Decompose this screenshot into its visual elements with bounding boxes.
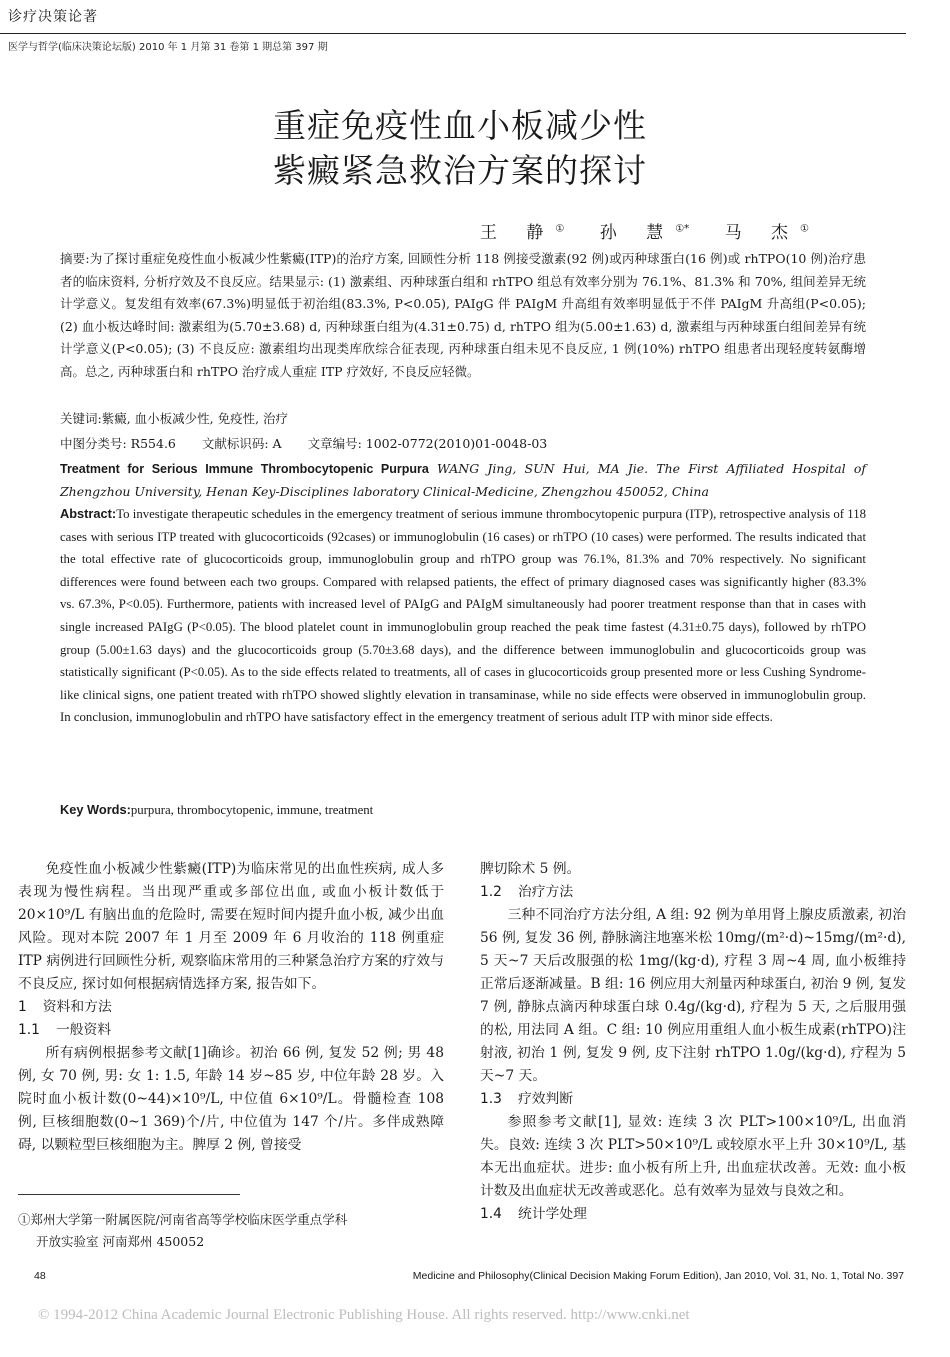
section-1-1-paragraph: 所有病例根据参考文献[1]确诊。初治 66 例, 复发 52 例; 男 48 例, 女 70 例, 男: 女 1: 1.5, 年龄 14 岁~85 岁, 中位年龄 28 岁。入院时血小板计数(0~44)×10⁹/L, 中位值 6×10⁹/L。骨髓检查 108 例, 巨核细胞数(0~1 369)个/片, 中位值为 147 个/片。多伴成熟障碍, 以颗粒型巨核细胞为主。脾厚 2 例, 曾接受 — [18, 1045, 444, 1153]
english-keywords: Key Words:purpura, thrombocytopenic, immune, treatment — [60, 802, 374, 817]
section-1-2-heading: 1.2 治疗方法 — [480, 884, 574, 900]
body-column-right — [480, 858, 906, 1226]
section-1-3-heading: 1.3 疗效判断 — [480, 1091, 574, 1107]
article-number: 文章编号: 1002-0772(2010)01-0048-03 — [307, 436, 548, 451]
body-column-left — [18, 858, 444, 1157]
section-1-heading: 1 资料和方法 — [18, 999, 112, 1015]
chinese-keywords: 关键词:紫癜, 血小板减少性, 免疫性, 治疗 — [60, 411, 289, 426]
document-code: 文献标识码: A — [201, 436, 282, 451]
intro-paragraph: 免疫性血小板减少性紫癜(ITP)为临床常见的出血性疾病, 成人多表现为慢性病程。当出现严重或多部位出血, 或血小板计数低于 20×10⁹/L 有脑出血的危险时, 需要在短时间内提升血小板, 减少出血风险。现对本院 2007 年 1 月至 2009 年 6 月收治的 118 例重症 ITP 病例进行回顾性分析, 观察临床常用的三种紧急治疗方案的疗效与不良反应, 探讨如何根据病情选择方案, 报告如下。 — [18, 861, 444, 992]
section-1-4-heading: 1.4 统计学处理 — [480, 1206, 587, 1222]
abstract-label: 摘要: — [60, 251, 90, 266]
english-title-authors — [60, 458, 866, 503]
section-1-2-paragraph: 三种不同治疗方法分组, A 组: 92 例为单用肾上腺皮质激素, 初治 56 例, 复发 36 例, 静脉滴注地塞米松 10mg/(m²·d)~15mg/(m²·d), 5 天~7 天后改服强的松 1mg/(kg·d), 疗程 3 周~4 周, 血小板维持正常后逐渐减量。B 组: 16 例应用大剂量丙种球蛋白, 初治 9 例, 复发 7 例, 静脉点滴丙种球蛋白球 0.4g/(kg·d), 疗程为 5 天, 之后服用强的松, 用法同 A 组。C 组: 10 例应用重组人血小板生成素(rhTPO)注射液, 初治 1 例, 复发 9 例, 皮下注射 rhTPO 1.0g/(kg·d), 疗程为 5 天~7 天。 — [480, 907, 906, 1084]
header-rule — [0, 33, 906, 34]
page-number: 48 — [34, 1270, 46, 1282]
section-name: 诊疗决策论著 — [8, 9, 98, 25]
section-1-1-heading: 1.1 一般资料 — [18, 1022, 112, 1038]
section-1-3-paragraph: 参照参考文献[1], 显效: 连续 3 次 PLT>100×10⁹/L, 出血消失。良效: 连续 3 次 PLT>50×10⁹/L 或较原水平上升 30×10⁹/L, 基本无出血症状。进步: 血小板有所上升, 出血症状改善。无效: 血小板计数及出血症状无改善或恶化。总有效率为显效与良效之和。 — [480, 1114, 906, 1199]
continued-text: 脾切除术 5 例。 — [480, 861, 581, 877]
chinese-abstract — [60, 248, 866, 384]
footnote-rule — [18, 1194, 240, 1195]
affiliation-footnote: ①郑州大学第一附属医院/河南省高等学校临床医学重点学科 开放实验室 河南郑州 450052 — [18, 1212, 348, 1249]
journal-citation: 医学与哲学(临床决策论坛版) 2010 年 1 月第 31 卷第 1 期总第 397 期 — [8, 42, 328, 53]
english-abstract: Abstract:To investigate therapeutic schedules in the emergency treatment of serious immune thrombocytopenic purpura (ITP), retrospective analysis of 118 cases with serious ITP treated with glucocorticoids (92cases) or immunoglobulin (16 cases) or rhTPO (10 cases) were performed. The results indicated that the total effective rate of glucocorticoids group, immunoglobulin group and rhTPO group was 76.1%, 81.3% and 70% respectively. No significant differences were found between each two groups. Compared with relapsed patients, the effect of primary diagnosed cases was significantly higher (83.3% vs. 67.3%, P<0.05). Furthermore, patients with increased level of PAIgG and PAIgM simultaneously had poorer treatment response than that in cases with single increased PAIgG (P<0.05). The blood platelet count in immunoglobulin group reached the peak time fastest (4.31±0.75 days), followed by rhTPO group (5.00±1.63 days) and the glucocorticoids group (5.70±3.68 days), and the difference between immunoglobulin and glucocorticoids group was statistically significant (P<0.05). As to the side effects related to treatments, all of cases in glucocorticoids group presented more or less Cushing Syndrome-like clinical signs, one patient treated with rhTPO showed slightly elevation in transaminase, while no side effects were observed in immunoglobulin group. In conclusion, immunoglobulin and rhTPO have satisfactory effect in the emergency treatment of serious adult ITP with minor side effects. — [60, 506, 866, 725]
running-footer: Medicine and Philosophy(Clinical Decision Making Forum Edition), Jan 2010, Vol. 31, No. 1, Total No. 397 — [412, 1270, 904, 1282]
classification-line — [60, 434, 569, 452]
article-title-line-2: 紫癜紧急救治方案的探讨 — [273, 151, 647, 190]
abstract-text: 为了探讨重症免疫性血小板减少性紫癜(ITP)的治疗方案, 回顾性分析 118 例接受激素(92 例)或丙种球蛋白(16 例)或 rhTPO(10 例)治疗患者的临床资料, 分析疗效及不良反应。结果显示: (1) 激素组、丙种球蛋白组和 rhTPO 组总有效率分别为 76.1%、81.3% 和 70%, 组间差异无统计学意义。复发组有效率(67.3%)明显低于初治组(83.3%, P<0.05), PAIgG 伴 PAIgM 升高组有效率明显低于不伴 PAIgM 升高组(P<0.05); (2) 血小板达峰时间: 激素组为(5.70±3.68) d, 丙种球蛋白组为(4.31±0.75) d, rhTPO 组为(5.00±1.63) d, 激素组与丙种球蛋白组间差异有统计学意义(P<0.05); (3) 不良反应: 激素组均出现类库欣综合征表现, 丙种球蛋白组未见不良反应, 1 例(10%) rhTPO 组患者出现轻度转氨酶增高。总之, 丙种球蛋白和 rhTPO 治疗成人重症 ITP 疗效好, 不良反应轻微。 — [60, 251, 866, 379]
english-title: Treatment for Serious Immune Thrombocytopenic Purpura — [60, 462, 429, 476]
english-authors-affiliation: WANG Jing, SUN Hui, MA Jie. The First Affiliated Hospital of Zhengzhou University, Henan Key-Disciplines laboratory Clinical-Medicine, Zhengzhou 450052, China — [60, 461, 866, 499]
author-list — [480, 218, 839, 243]
author-2: 孙 慧①* — [599, 223, 690, 243]
author-1: 王 静① — [480, 223, 565, 243]
clc-number: 中图分类号: R554.6 — [60, 436, 176, 451]
author-3: 马 杰① — [724, 223, 809, 243]
article-title-line-1: 重症免疫性血小板减少性 — [273, 106, 647, 145]
copyright-watermark: © 1994-2012 China Academic Journal Electronic Publishing House. All rights reserved. http://www.cnki.net — [38, 1307, 690, 1323]
